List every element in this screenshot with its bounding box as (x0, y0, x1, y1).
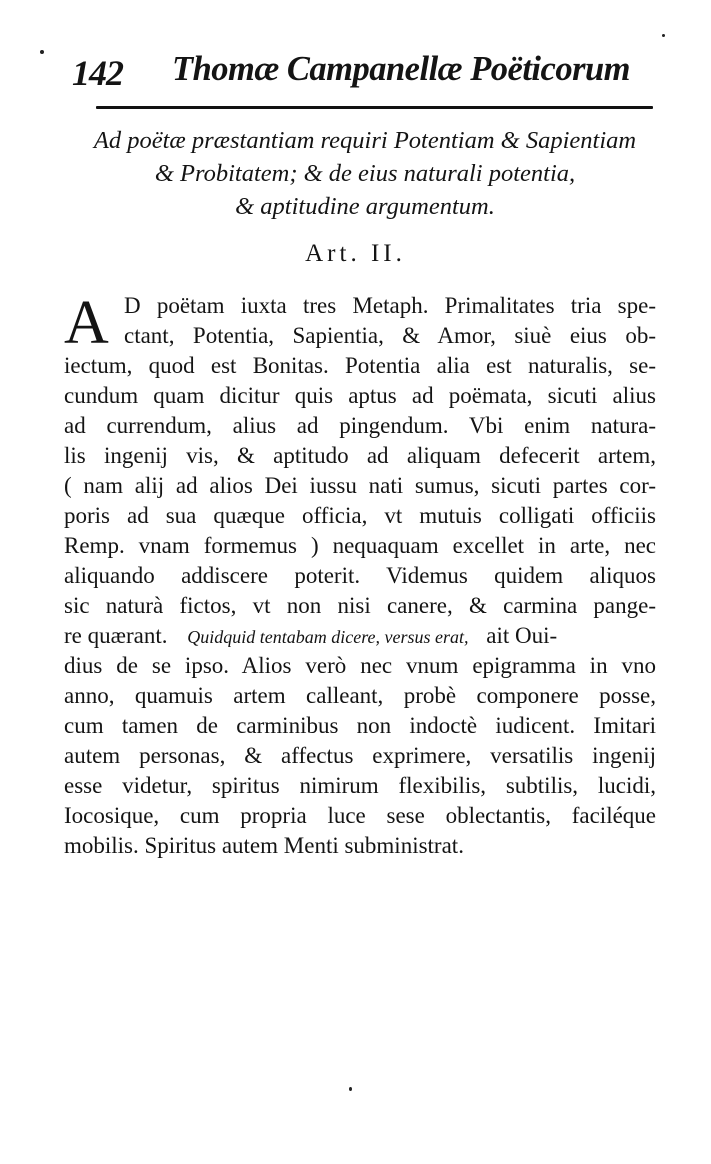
text-line: autem personas, & affectus exprimere, versatilis ingenij (64, 743, 656, 768)
text-line: mobilis. Spiritus autem Menti subministrat. (64, 833, 464, 858)
ink-speck (662, 34, 665, 37)
article-label: Art. II. (305, 240, 406, 267)
heading-line: & Probitatem; & de eius naturali potentia, (154, 160, 576, 187)
text-line: ctant, Potentia, Sapientia, & Amor, siuè eius ob- (124, 323, 656, 348)
drop-cap: A (64, 289, 109, 357)
quotation: Quidquid tentabam dicere, versus erat, (187, 627, 469, 647)
text-line: anno, quamuis artem calleant, probè componere posse, (64, 683, 656, 708)
ink-speck (349, 1087, 352, 1091)
text-line: cum tamen de carminibus non indoctè iudicent. Imitari (64, 713, 656, 738)
ink-speck (40, 50, 44, 54)
text-line: dius de se ipso. Alios verò nec vnum epigramma in vno (64, 653, 656, 678)
text-line: esse videtur, spiritus nimirum flexibilis, subtilis, lucidi, (64, 773, 656, 798)
text-fragment: ait Oui- (486, 623, 558, 648)
heading-line: Ad poëtæ præstantiam requiri Potentiam & Sapientiam (93, 127, 637, 154)
text-line: Remp. vnam formemus ) nequaquam excellet in arte, nec (64, 533, 656, 558)
header-rule (96, 106, 653, 109)
text-line: Iocosique, cum propria luce sese oblectantis, faciléque (64, 803, 656, 828)
text-line: cundum quam dicitur quis aptus ad poëmata, sicuti alius (64, 383, 656, 408)
text-line-with-quote (64, 620, 656, 652)
heading-line: & aptitudine argumentum. (235, 193, 495, 220)
section-heading (60, 124, 670, 223)
text-line: lis ingenij vis, & aptitudo ad aliquam defecerit artem, (64, 443, 656, 468)
text-line: ( nam alij ad alios Dei iussu nati sumus, sicuti partes cor- (64, 473, 656, 498)
page-number: 142 (72, 53, 123, 93)
running-head (72, 50, 632, 100)
text-line: poris ad sua quæque officia, vt mutuis colligati officiis (64, 503, 656, 528)
text-line: sic naturà fictos, vt non nisi canere, & carmina pange- (64, 593, 656, 618)
text-line: D poëtam iuxta tres Metaph. Primalitates tria spe- (124, 293, 656, 318)
text-line: aliquando addiscere poterit. Videmus quidem aliquos (64, 563, 656, 588)
text-line: iectum, quod est Bonitas. Potentia alia est naturalis, se- (64, 353, 656, 378)
running-title: Thomæ Campanellæ Poëticorum (172, 50, 631, 88)
text-line: ad currendum, alius ad pingendum. Vbi enim natura- (64, 413, 656, 438)
text-fragment: re quærant. (64, 623, 168, 648)
